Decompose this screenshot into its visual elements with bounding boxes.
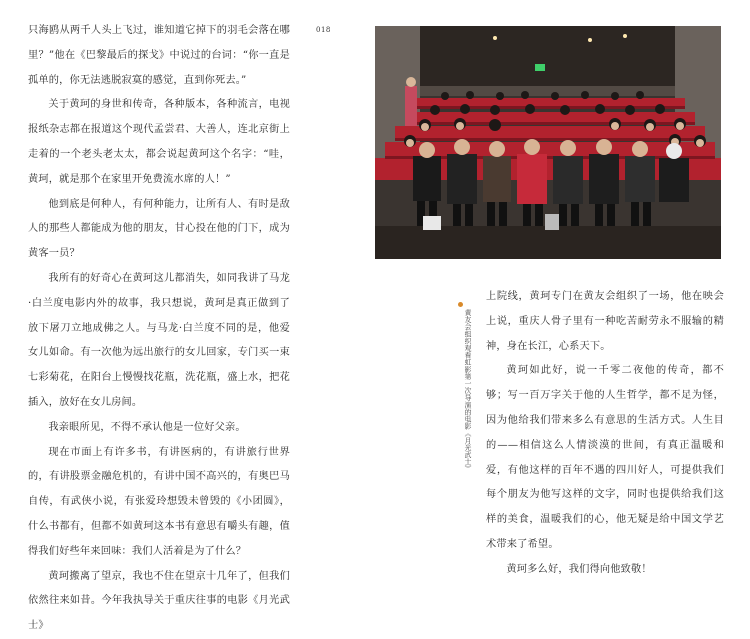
paragraph: 我亲眼所见，不得不承认他是一位好父亲。 (48, 421, 246, 433)
paragraph: 我所有的好奇心在黄珂这儿都消失，如同我讲了马龙·白兰度电影内外的故事，我只想说，黄珂是真正做到了放下屠刀立地成佛之人。与马龙·白兰度不同的是，他爱女儿如命。有一次他为远出旅行的女儿回家，专门买一束七彩菊花，在阳台上慢慢找花瓶，洗花瓶，盛上水，把花插入，放好在女儿房间。 (28, 272, 290, 408)
paragraph: 只海鸥从两千人头上飞过，谁知道它掉下的羽毛会落在哪里？”他在《巴黎最后的探戈》中说过的台词：“你一直是孤单的，你无法逃脱寂寞的感觉，直到你死去。” (28, 25, 290, 86)
paragraph: 关于黄珂的身世和传奇，各种版本，各种流言，电视报纸杂志都在报道这个现代孟尝君、大善人，连北京街上走着的一个老头老太太，都会说起黄珂这个名字：“哇，黄珂，就是那个在家里开免费流水席的人！” (28, 99, 290, 185)
page-number: 018 (316, 26, 331, 34)
paragraph: 黄珂搬离了望京，我也不住在望京十几年了，但我们依然往来如昔。今年我执导关于重庆往事的电影《月光武士》 (28, 570, 290, 632)
right-page-text (486, 285, 724, 583)
cinema-group-photo (375, 26, 721, 259)
paragraph: 黄珂如此好，说一千零二夜他的传奇，都不够；写一百万字关于他的人生哲学，都不足为怪，因为他给我们带来多么有意思的生活方式。人生目的——相信这么人情淡漠的世间，有真正温暖和爱，有他这样的百年不遇的四川好人，可提供我们每个朋友为他写这样的文字，同时也提供给我们这样的美食，温暖我们的心，他无疑是给中国文学艺术带来了希望。 (486, 365, 724, 550)
left-page-text (28, 19, 290, 639)
paragraph: 现在市面上有许多书，有讲医病的，有讲旅行世界的，有讲股票金融危机的，有讲中国不高兴的，有奥巴马自传，有武侠小说，有张爱玲想毁未曾毁的《小团圆》，什么书都有，但都不如黄珂这本书有意思有嚼头有趣，值得我们好些年来回味：我们人活着是为了什么？ (28, 446, 290, 557)
photo-caption: 黄友会组织观看虹影第一次导演的电影《月光武士》 (463, 309, 471, 473)
paragraph: 黄珂多么好，我们得向他致敬！ (506, 563, 652, 575)
paragraph: 上院线，黄珂专门在黄友会组织了一场，他在映会上说，重庆人骨子里有一种吃苦耐劳永不服输的精神，身在长江，心系天下。 (486, 291, 724, 352)
cinema-photo-drawing (375, 26, 721, 259)
paragraph: 他到底是何种人，有何种能力，让所有人、有时是敌人的那些人都能成为他的朋友，甘心投在他的门下，成为黄客一员？ (28, 198, 290, 260)
caption-bullet (458, 302, 463, 307)
